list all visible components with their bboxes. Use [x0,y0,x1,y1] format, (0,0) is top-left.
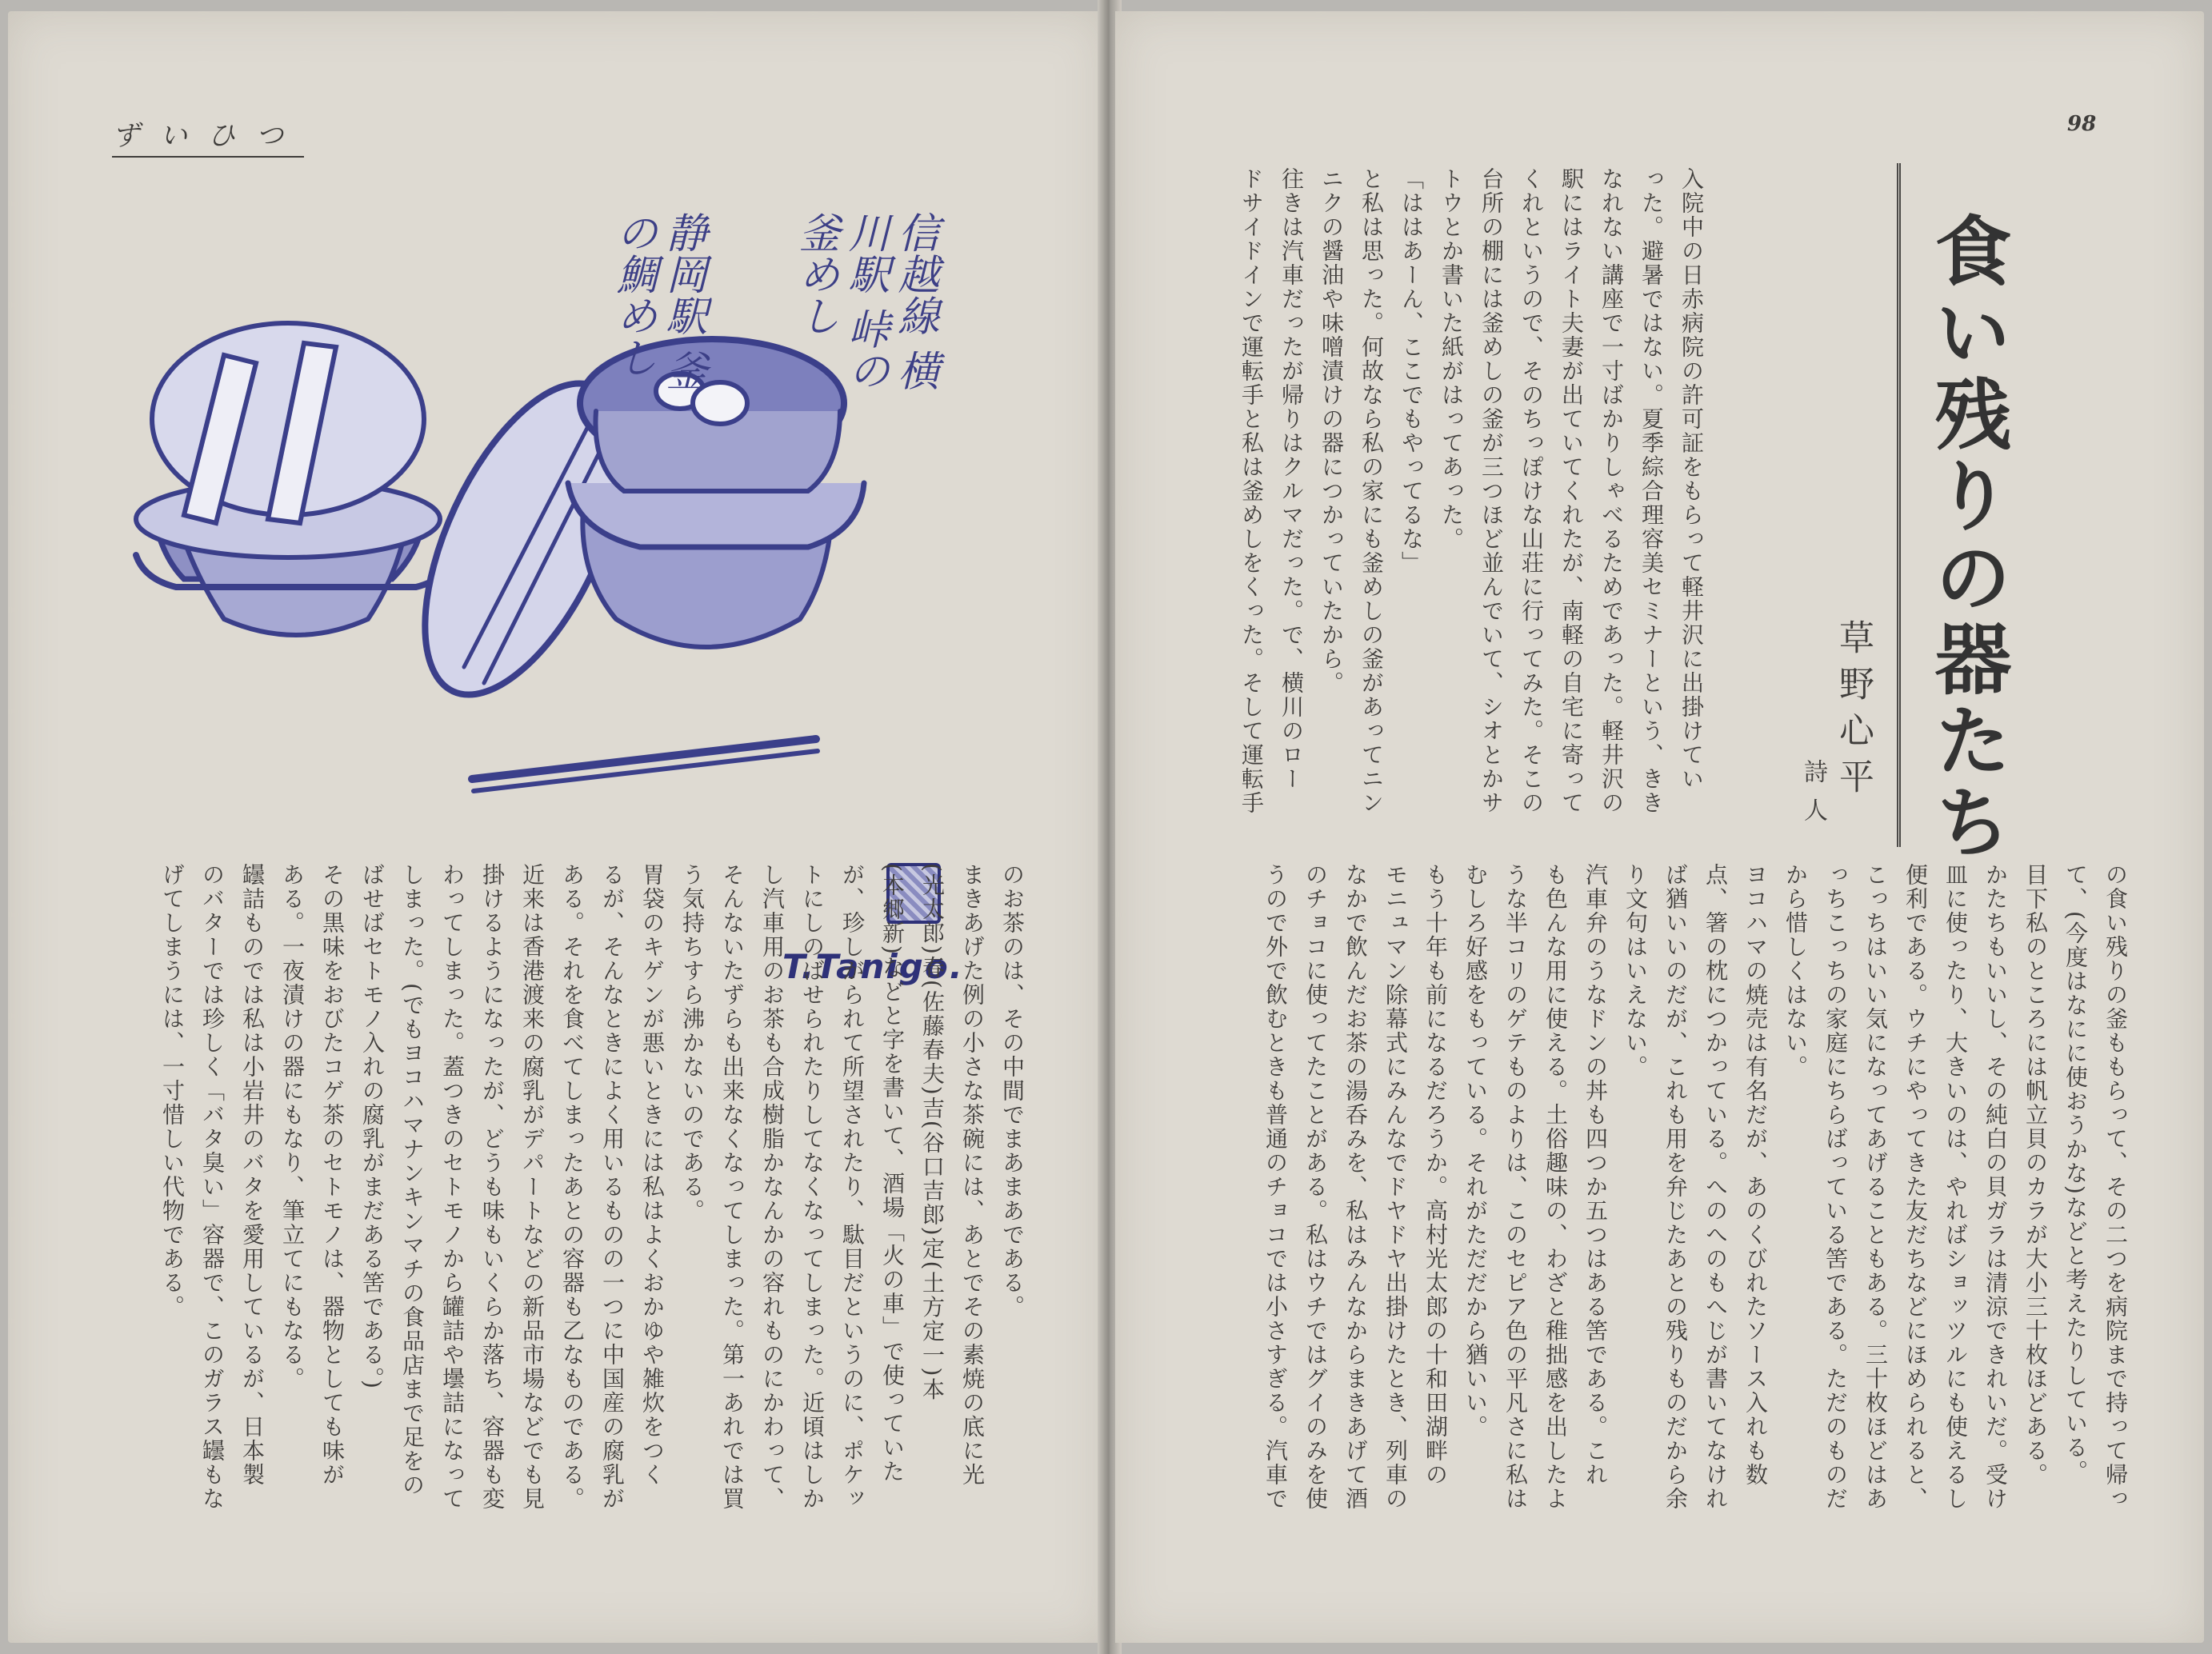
body-text-right-upper: 入院中の日赤病院の許可証をもらって軽井沢に出掛けてい った。避暑ではない。夏季綜合理容美セミナーという、きき なれない講座で一寸ばかりしゃべるためであった。軽井沢の 駅にはライト夫妻が出ていてくれたが、南軽の自宅に寄って くれというので、そのちっぽけな山荘に行ってみた。そこの 台所の棚には釜めしの釜が三つほど並んでいて、シオとかサ トウとか書いた紙がはってあった。 「ははあーん、ここでもやってるな」 と私は思った。何故なら私の家にも釜めしの釜があってニン ニクの醤油や味噌漬けの器につかっていたから。 往きは汽車だったが帰りはクルマだった。で、横川のロー ドサイドインで運転手と私は釜めしをくった。そして運転手 [1238,167,1705,815]
running-head: ずいひつ [112,114,304,158]
author-role: 詩人 [1799,759,1827,836]
body-text-left-lower: のお茶のは、その中間でまあまあである。 まきあげた例の小さな茶碗には、あとでその素焼の底に光 (光太郎)春(佐藤春夫)吉(谷口吉郎)定(土方定一)本 (本郷新)などと字を書いて、酒場「火の車」で使っていた が、珍しがられて所望されたり、駄目だというのに、ポケッ トにしのばせられたりしてなくなってしまった。近頃はしか し汽車用のお茶も合成樹脂かなんかの容れものにかわって、 そんないたずらも出来なくなってしまった。第一あれでは買 う気持ちすら沸かないのである。 胃袋のキゲンが悪いときには私はよくおかゆや雑炊をつく るが、そんなときによく用いるものの一つに中国産の腐乳が ある。それを食べてしまったあとの容器も乙なものである。 近来は香港渡来の腐乳がデパートなどの新品市場などでも見 掛けるようになったが、どうも味もいくらか落ち、容器も変 わってしまった。蓋つきのセトモノから罐詰や壜詰になって しまった。(でもヨコハマナンキンマチの食品店まで足をの ばせばセトモノ入れの腐乳がまだある筈である。) その黒味をおびたコゲ茶のセトモノは、器物としても味が ある。一夜漬けの器にもなり、筆立てにもなる。 罎詰ものでは私は小岩井のバタを愛用しているが、日本製 のバターでは珍しく「バタ臭い」容器で、このガラス罎もな げてしまうには、一寸惜しい代物である。 [159,863,1026,1511]
body-text-right-lower: の食い残りの釜ももらって、その二つを病院まで持って帰っ て、(今度はなにに使おうかな)などと考えたりしている。 目下私のところには帆立貝のカラが大小三十枚ほどある。 かたちもいいし、その純白の貝ガラは清涼できれいだ。受け 皿に使ったり、大きいのは、やればショッツルにも使えるし 便利である。ウチにやってきた友だちなどにほめられると、 こっちはいい気になってあげることもある。三十枚ほどはあ っちこっちの家庭にちらばっている筈である。ただのものだ から惜しくはない。 ヨコハマの焼売は有名だが、あのくびれたソース入れも数 点、箸の枕につかっている。へのへのもへじが書いてなけれ ば猶いいのだが、これも用を弁じたあとの残りものだから余 り文句はいえない。 汽車弁のうなドンの丼も四つか五つはある筈である。これ も色んな用に使える。土俗趣味の、わざと稚拙感を出したよ うな半コリのゲテものよりは、このセピア色の平凡さに私は むしろ好感をもっている。それがただだから猶いい。 もう十年も前になるだろうか。高村光太郎の十和田湖畔の モニュマン除幕式にみんなでドヤドヤ出掛けたとき、列車の なかで飲んだお茶の湯呑みを、私はみんなからまきあげて酒 のチョコに使ってたことがある。私はウチではグイのみを使 うので外で飲むときも普通のチョコでは小さすぎる。汽車で [1262,863,2129,1511]
left-page [8,11,1106,1643]
article-title: 食い残りの器たち [1922,211,2013,864]
kamameshi-illustration [128,203,976,986]
author-name: 草野心平 [1833,619,1874,805]
title-rule [1897,163,1901,847]
artist-signature: T.Tanigo. [782,947,964,986]
illustration-caption-right: 信越線 横川駅 峠の釜めし [791,211,938,391]
right-page [1115,11,2204,1643]
page-number: 98 [2067,112,2097,136]
illustration-caption-left: 静岡駅 釜の鯛めし [609,211,706,391]
